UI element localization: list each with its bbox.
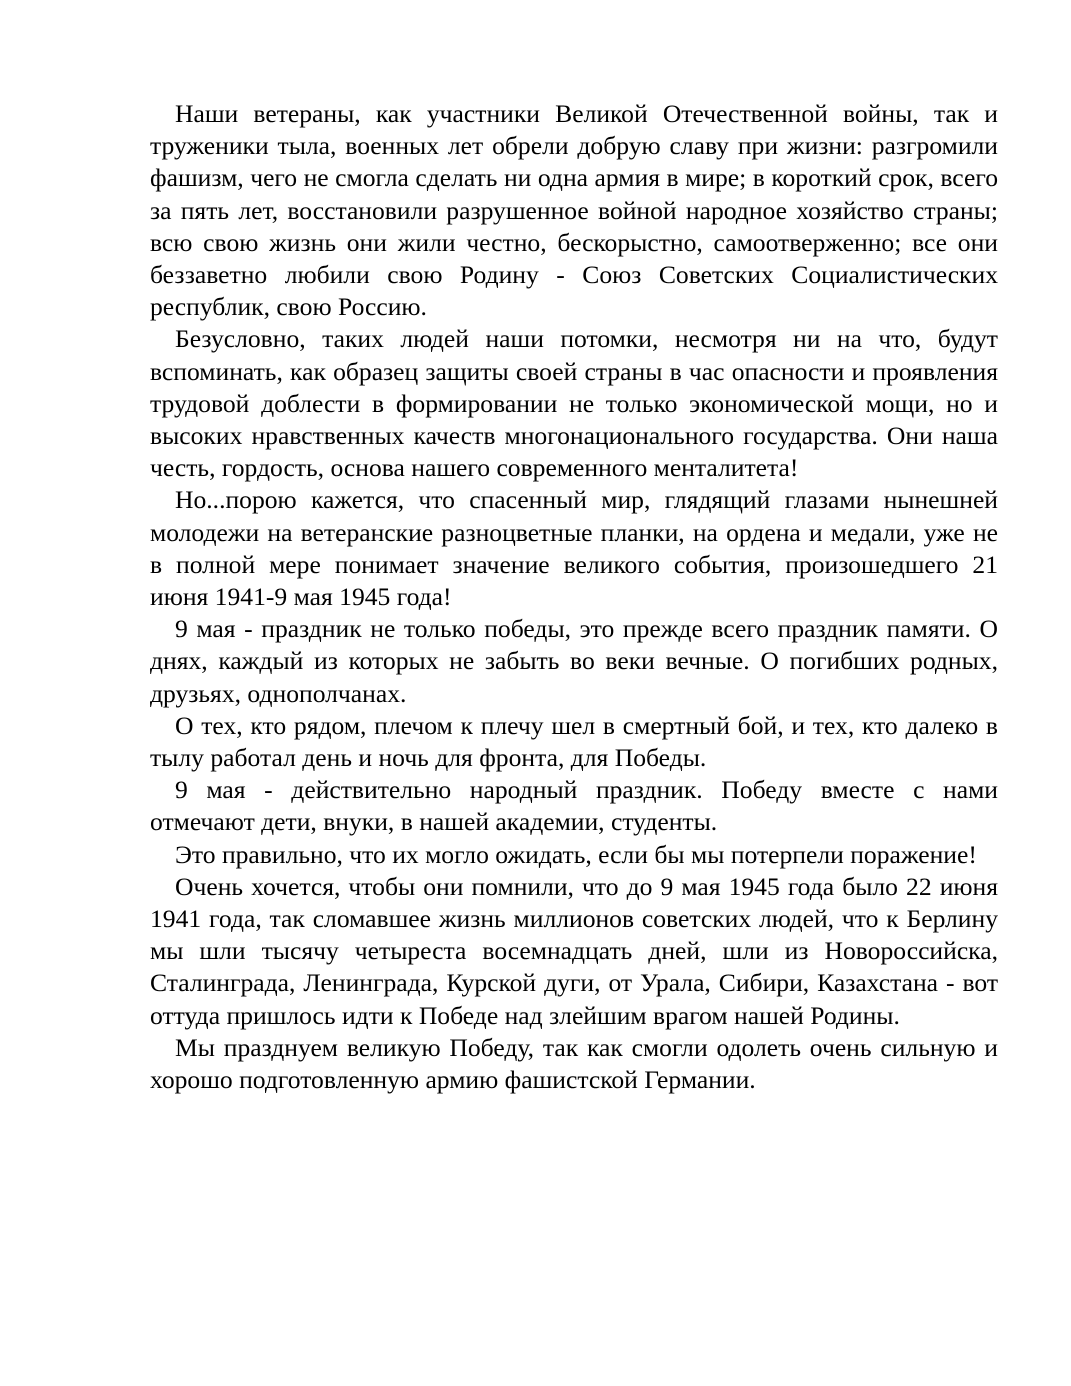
document-page	[150, 98, 998, 1096]
paragraph-4: 9 мая - праздник не только победы, это прежде всего праздник памяти. О днях, каждый из которых не забыть во веки вечные. О погибших родных, друзьях, однополчанах.	[150, 614, 998, 708]
paragraph-5: О тех, кто рядом, плечом к плечу шел в смертный бой, и тех, кто далеко в тылу работал день и ночь для фронта, для Победы.	[150, 710, 998, 773]
paragraph-3: Но...порою кажется, что спасенный мир, глядящий глазами нынешней молодежи на ветеранские разноцветные планки, на ордена и медали, уже не в полной мере понимает значение великого события, произошедшего 21 июня 1941-9 мая 1945 года!	[150, 485, 998, 612]
paragraph-7: Это правильно, что их могло ожидать, если бы мы потерпели поражение!	[175, 839, 977, 869]
paragraph-8: Очень хочется, чтобы они помнили, что до 9 мая 1945 года было 22 июня 1941 года, так сломавшее жизнь миллионов советских людей, что к Берлину мы шли тысячу четыреста восемнадцать дней, шли из Новороссийска, Сталинграда, Ленинграда, Курской дуги, от Урала, Сибири, Казахстана - вот оттуда пришлось идти к Победе над злейшим врагом нашей Родины.	[150, 871, 998, 1030]
paragraph-2: Безусловно, таких людей наши потомки, несмотря ни на что, будут вспоминать, как образец защиты своей страны в час опасности и проявления трудовой доблести в формировании не только экономической мощи, но и высоких нравственных качеств многонационального государства. Они наша честь, гордость, основа нашего современного менталитета!	[150, 324, 998, 483]
paragraph-6: 9 мая - действительно народный праздник. Победу вместе с нами отмечают дети, внуки, в нашей академии, студенты.	[150, 775, 998, 837]
paragraph-1: Наши ветераны, как участники Великой Отечественной войны, так и труженики тыла, военных лет обрели добрую славу при жизни: разгромили фашизм, чего не смогла сделать ни одна армия в мире; в короткий срок, всего за пять лет, восстановили разрушенное войной народное хозяйство страны; всю свою жизнь они жили честно, бескорыстно, самоотверженно; все они беззаветно любили свою Родину - Союз Советских Социалистических республик, свою Россию.	[150, 99, 998, 322]
paragraph-9: Мы празднуем великую Победу, так как смогли одолеть очень сильную и хорошо подготовленную армию фашистской Германии.	[150, 1032, 998, 1095]
